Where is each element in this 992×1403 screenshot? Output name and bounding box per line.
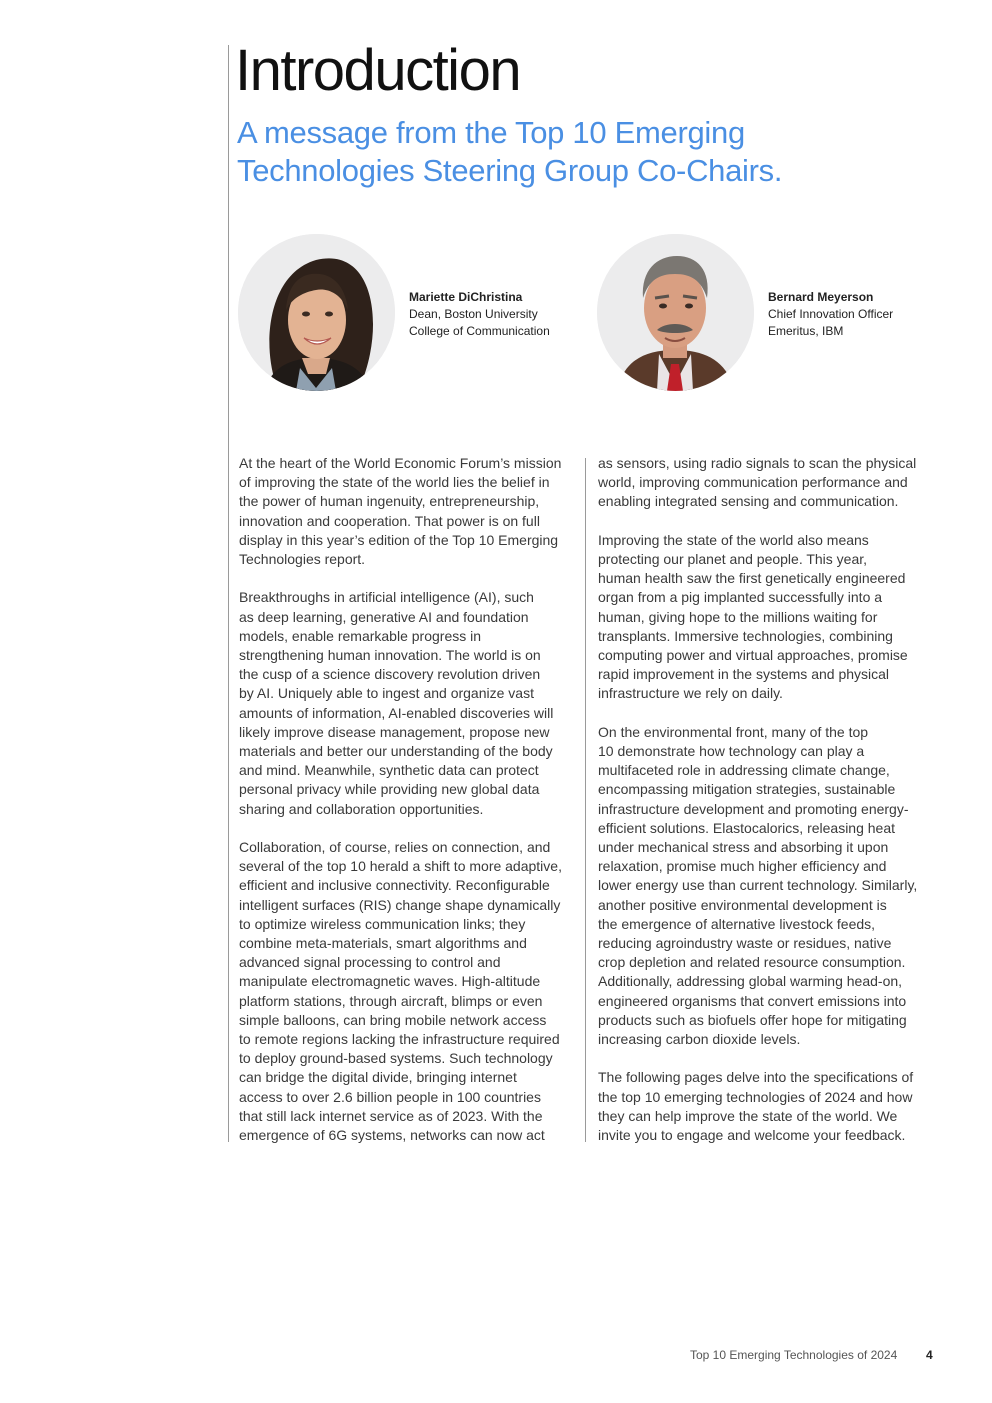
body-column-right [598, 454, 938, 1164]
paragraph-line: engineered organisms that convert emissions into [598, 992, 907, 1009]
page-subtitle: A message from the Top 10 Emerging Technologies Steering Group Co-Chairs. [237, 115, 783, 188]
paragraph-line: as deep learning, generative AI and foundation [239, 608, 529, 625]
paragraph-line: efficient solutions. Elastocalorics, releasing heat [598, 819, 896, 836]
paragraph-line: increasing carbon dioxide levels. [598, 1031, 801, 1048]
paragraph-line: can bridge the digital divide, bringing internet [239, 1069, 517, 1086]
paragraph-line: Collaboration, of course, relies on connection, and [239, 839, 551, 856]
paragraph-line: world, improving communication performance and [598, 474, 908, 491]
paragraph-line: amounts of information, AI-enabled discoveries will [239, 704, 554, 721]
co-chair-name: Mariette DiChristina [409, 290, 523, 304]
paragraph-line: The following pages delve into the specifications of [598, 1069, 914, 1086]
column-divider-rule [585, 458, 586, 1142]
paragraph-line: organ from a pig implanted successfully into a [598, 589, 883, 606]
paragraph-line: to deploy ground-based systems. Such technology [239, 1050, 553, 1067]
paragraph-line: innovation and cooperation. That power is on full [239, 512, 540, 529]
paragraph-line: advanced signal processing to control and [239, 954, 501, 971]
paragraph-line: the emergence of alternative livestock feeds, [598, 915, 876, 932]
paragraph-line: encompassing mitigation strategies, sustainable [598, 781, 896, 798]
paragraph-line: protecting our planet and people. This year, [598, 551, 868, 567]
paragraph-line: of improving the state of the world lies the belief in [239, 474, 550, 491]
paragraph-line: 10 demonstrate how technology can play a [598, 743, 865, 760]
paragraph-line: lower energy use than current technology. Similarly, [598, 877, 918, 894]
co-chair-name: Bernard Meyerson [768, 290, 874, 304]
portrait-photo [597, 234, 754, 391]
paragraph-line: likely improve disease management, propose new [239, 723, 550, 740]
paragraph-line: that still lack internet service as of 2023. With the [239, 1107, 543, 1124]
page-title: Introduction [235, 38, 521, 103]
paragraph-line: computing power and virtual approaches, promise [598, 647, 908, 664]
paragraph-line: crop depletion and related resource consumption. [598, 954, 906, 971]
paragraph-line: models, enable remarkable progress in [239, 627, 482, 644]
paragraph-line: the top 10 emerging technologies of 2024 and how [598, 1088, 913, 1105]
paragraph-line: materials and better our understanding of the body [239, 743, 553, 760]
paragraph-line: relaxation, promise much higher efficiency and [598, 858, 887, 875]
paragraph-line: and mind. Meanwhile, synthetic data can protect [239, 762, 539, 779]
paragraph-line: display in this year’s edition of the Top 10 Emerging [239, 531, 559, 548]
paragraph-line: under mechanical stress and absorbing it upon [598, 839, 889, 856]
paragraph-line: multifaceted role in addressing climate change, [598, 762, 890, 779]
paragraph-line: as sensors, using radio signals to scan the physical [598, 455, 917, 471]
paragraph-line: sharing and collaboration opportunities. [239, 800, 484, 817]
paragraph-line: Breakthroughs in artificial intelligence (AI), such [239, 589, 534, 606]
paragraph-line: efficient and inclusive connectivity. Reconfigurable [239, 877, 550, 894]
paragraph-line: the power of human ingenuity, entrepreneurship, [239, 493, 540, 510]
paragraph-line: manipulate electromagnetic waves. High-altitude [239, 973, 541, 990]
paragraph-line: human, giving hope to the millions waiting for [598, 608, 878, 625]
paragraph-line: infrastructure development and promoting energy- [598, 800, 909, 817]
body-paragraph [239, 588, 584, 818]
paragraph-line: On the environmental front, many of the top [598, 723, 869, 740]
paragraph-line: to remote regions lacking the infrastructure required [239, 1031, 560, 1048]
co-chair-role: College of Communication [409, 324, 550, 338]
paragraph-line: human health saw the first genetically engineered [598, 570, 906, 587]
page-number: 4 [926, 1348, 933, 1362]
co-chair-info [768, 289, 968, 340]
paragraph-line: products such as biofuels offer hope for mitigating [598, 1011, 907, 1028]
body-paragraph [598, 531, 938, 704]
paragraph-line: transplants. Immersive technologies, combining [598, 627, 893, 644]
left-margin-rule [228, 45, 229, 1142]
paragraph-line: several of the top 10 herald a shift to more adaptive, [239, 858, 562, 875]
paragraph-line: combine meta-materials, smart algorithms and [239, 935, 527, 952]
paragraph-line: Additionally, addressing global warming head-on, [598, 973, 903, 990]
paragraph-line: Technologies report. [239, 551, 366, 568]
paragraph-line: intelligent surfaces (RIS) change shape dynamically [239, 896, 561, 913]
paragraph-line: rapid improvement in the systems and physical [598, 666, 890, 683]
paragraph-line: At the heart of the World Economic Forum’s mission [239, 455, 562, 471]
paragraph-line: to optimize wireless communication links; they [239, 915, 526, 932]
body-paragraph [598, 723, 938, 1049]
paragraph-line: enabling integrated sensing and communication. [598, 493, 899, 510]
paragraph-line: infrastructure we rely on daily. [598, 685, 783, 702]
co-chair-info [409, 289, 609, 340]
footer-report-title: Top 10 Emerging Technologies of 2024 [690, 1348, 898, 1362]
body-paragraph [598, 454, 938, 512]
body-paragraph [598, 1068, 938, 1145]
co-chair-role: Dean, Boston University [409, 307, 538, 321]
paragraph-line: by AI. Uniquely able to ingest and organize vast [239, 685, 534, 702]
paragraph-line: platform stations, through aircraft, blimps or even [239, 992, 543, 1009]
paragraph-line: they can help improve the state of the world. We [598, 1107, 898, 1124]
portrait-photo [238, 234, 395, 391]
paragraph-line: simple balloons, can bring mobile network access [239, 1011, 547, 1028]
paragraph-line: Improving the state of the world also means [598, 531, 869, 548]
body-column-left [239, 454, 584, 1164]
paragraph-line: reducing agroindustry waste or residues, native [598, 935, 892, 952]
paragraph-line: personal privacy while providing new global data [239, 781, 540, 798]
paragraph-line: strengthening human innovation. The world is on [239, 647, 541, 664]
co-chair-role: Emeritus, IBM [768, 324, 844, 338]
paragraph-line: emergence of 6G systems, networks can now act [239, 1127, 545, 1144]
co-chair-role: Chief Innovation Officer [768, 307, 894, 321]
paragraph-line: invite you to engage and welcome your feedback. [598, 1127, 906, 1144]
paragraph-line: the cusp of a science discovery revolution driven [239, 666, 541, 683]
paragraph-line: access to over 2.6 billion people in 100 countries [239, 1088, 541, 1105]
body-paragraph [239, 838, 584, 1145]
paragraph-line: another positive environmental development is [598, 896, 887, 913]
body-paragraph [239, 454, 584, 569]
